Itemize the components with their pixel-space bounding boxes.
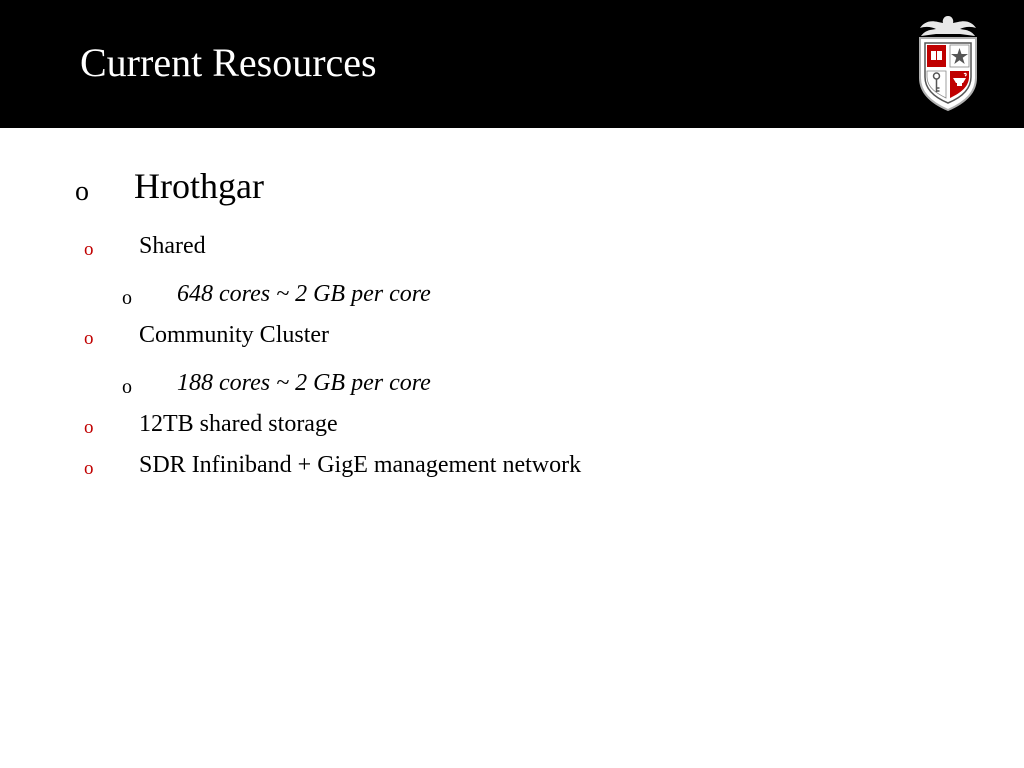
bullet-text: Hrothgar [134,166,264,206]
title-bar [0,0,1024,128]
slide-title: Current Resources [80,40,377,85]
bullet-marker: o [84,458,94,479]
university-shield-crest-icon [912,14,984,112]
bullet-text: 188 cores ~ 2 GB per core [177,370,431,396]
bullet-marker: o [84,417,94,438]
bullet-marker: o [122,287,132,309]
bullet-marker: o [84,239,94,260]
bullet-text: SDR Infiniband + GigE management network [139,452,582,478]
bullet-marker: o [84,328,94,349]
bullet-marker: o [75,176,89,207]
bullet-marker: o [122,376,132,398]
bullet-text: 12TB shared storage [139,411,338,437]
bullet-text: Community Cluster [139,322,330,348]
bullet-text: Shared [139,233,206,259]
bullet-text: 648 cores ~ 2 GB per core [177,281,431,307]
